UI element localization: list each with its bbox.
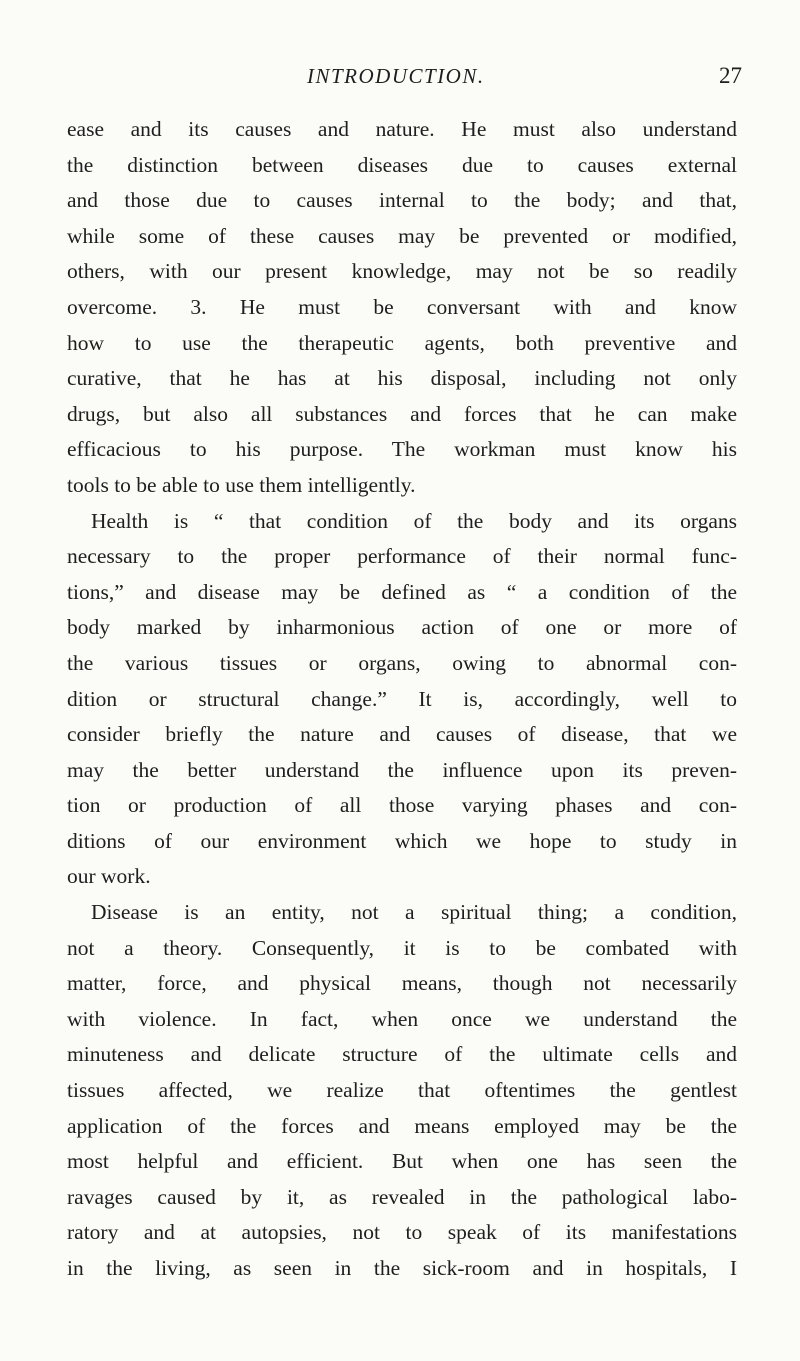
text-line: may the better understand the influence upon its preven- xyxy=(67,757,737,782)
text-line: Disease is an entity, not a spiritual thing; a condition, xyxy=(91,900,737,925)
text-line: and those due to causes internal to the body; and that, xyxy=(67,188,737,213)
text-line: the various tissues or organs, owing to abnormal con- xyxy=(67,650,737,675)
text-line: with violence. In fact, when once we understand the xyxy=(67,1006,737,1031)
text-line: in the living, as seen in the sick-room and in hospitals, I xyxy=(67,1256,737,1280)
page-number: 27 xyxy=(719,63,742,88)
text-line: consider briefly the nature and causes of disease, that we xyxy=(67,722,737,747)
text-line: others, with our present knowledge, may not be so readily xyxy=(67,259,737,284)
text-line: application of the forces and means employed may be the xyxy=(67,1113,737,1138)
text-line: ease and its causes and nature. He must also understand xyxy=(67,117,737,141)
text-line: curative, that he has at his disposal, including not only xyxy=(67,366,737,391)
text-line: minuteness and delicate structure of the ultimate cells and xyxy=(67,1042,737,1067)
text-line: drugs, but also all substances and forces that he can make xyxy=(67,401,737,426)
body-text xyxy=(67,112,737,1287)
text-line: tion or production of all those varying phases and con- xyxy=(67,793,737,818)
text-line: tissues affected, we realize that oftentimes the gentlest xyxy=(67,1078,737,1103)
text-line: most helpful and efficient. But when one has seen the xyxy=(67,1149,737,1174)
text-line: while some of these causes may be prevented or modified, xyxy=(67,223,737,248)
text-line: ravages caused by it, as revealed in the pathological labo- xyxy=(67,1184,737,1209)
text-line: tions,” and disease may be defined as “ a condition of the xyxy=(67,579,737,604)
text-line: our work. xyxy=(67,864,151,889)
text-line: overcome. 3. He must be conversant with and know xyxy=(67,294,737,319)
text-line: body marked by inharmonious action of one or more of xyxy=(67,615,737,640)
text-line: efficacious to his purpose. The workman must know his xyxy=(67,437,737,462)
text-line: dition or structural change.” It is, accordingly, well to xyxy=(67,686,737,711)
running-title: INTRODUCTION. xyxy=(307,64,485,88)
text-line: necessary to the proper performance of their normal func- xyxy=(67,544,737,569)
text-line: matter, force, and physical means, though not necessarily xyxy=(67,971,737,996)
text-line: ratory and at autopsies, not to speak of its manifestations xyxy=(67,1220,737,1245)
text-line: the distinction between diseases due to causes external xyxy=(67,152,737,177)
text-line: Health is “ that condition of the body and its organs xyxy=(91,508,737,533)
text-line: not a theory. Consequently, it is to be combated with xyxy=(67,935,737,960)
text-line: ditions of our environment which we hope to study in xyxy=(67,828,737,853)
running-head xyxy=(0,60,800,92)
text-line: how to use the therapeutic agents, both preventive and xyxy=(67,330,737,355)
text-line: tools to be able to use them intelligently. xyxy=(67,472,416,497)
